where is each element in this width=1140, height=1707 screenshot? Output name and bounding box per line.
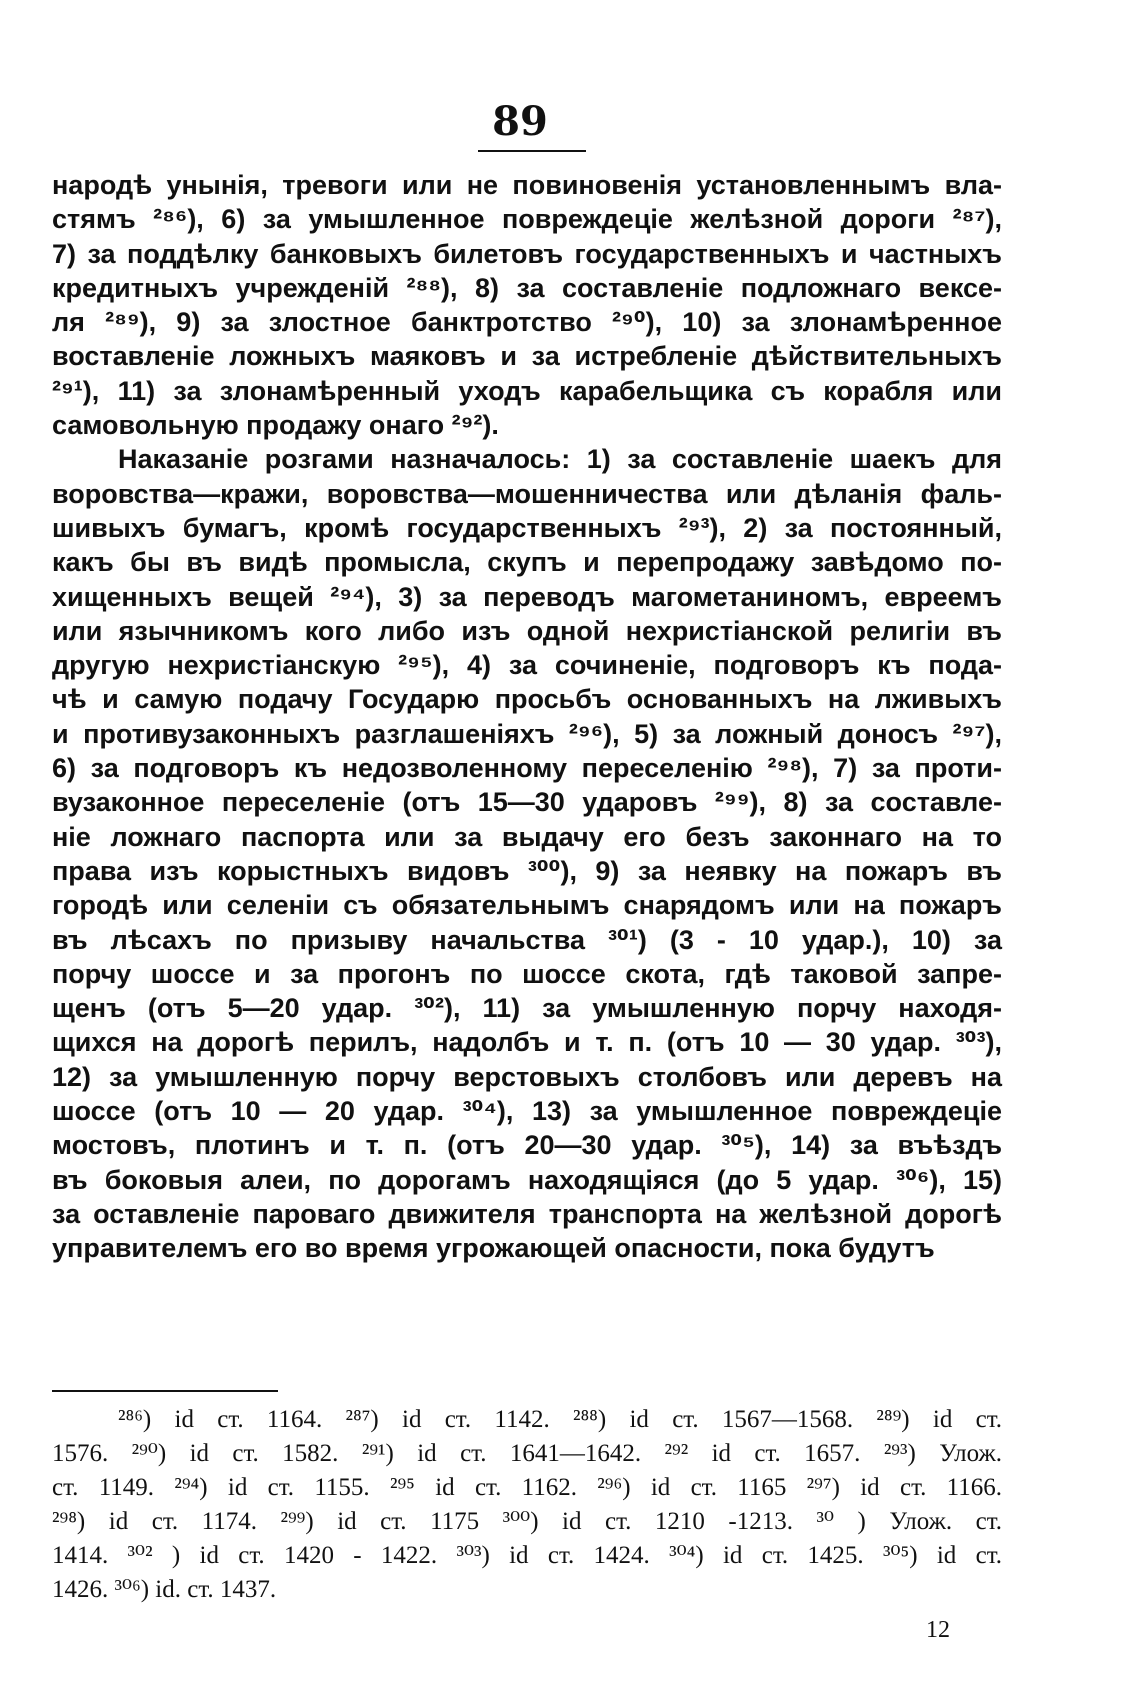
- page-number-rule: [478, 150, 586, 152]
- body-text-line: за оставленіе пароваго движителя транспорта на желѣзной дорогѣ: [52, 1198, 1002, 1229]
- body-text-line: другую нехристіанскую ²⁹⁵), 4) за сочиненіе, подговоръ къ пода-: [52, 650, 1002, 681]
- footnote-line: ²⁸⁶) id ст. 1164. ²⁸⁷) id ст. 1142. ²⁸⁸) id ст. 1567—1568. ²⁸⁹) id ст.: [118, 1406, 1002, 1433]
- body-text-line: 6) за подговоръ къ недозволенному переселенію ²⁹⁸), 7) за проти-: [52, 753, 1002, 784]
- body-text-line: шивыхъ бумагъ, кромѣ государственныхъ ²⁹³), 2) за постоянный,: [52, 512, 1002, 543]
- body-text-line: 12) за умышленную порчу верстовыхъ столбовъ или деревъ на: [52, 1061, 1002, 1092]
- body-text-line: шоссе (отъ 10 — 20 удар. ³⁰⁴), 13) за умышленное повреждеціе: [52, 1096, 1002, 1127]
- body-text: [52, 168, 1002, 1266]
- body-text-line: щенъ (отъ 5—20 удар. ³⁰²), 11) за умышленную порчу находя-: [52, 993, 1002, 1024]
- body-text-line: въ лѣсахъ по призыву начальства ³⁰¹) (3 - 10 удар.), 10) за: [52, 924, 1002, 955]
- printer-signature-mark: 12: [926, 1617, 950, 1643]
- footnote-line: 1426. ³⁰⁶) id. ст. 1437.: [52, 1576, 277, 1603]
- body-text-line: чѣ и самую подачу Государю просьбъ основанныхъ на лживыхъ: [52, 684, 1002, 715]
- footnote-line: 1576. ²⁹⁰) id ст. 1582. ²⁹¹) id ст. 1641—1642. ²⁹² id ст. 1657. ²⁹³) Улож.: [52, 1440, 1002, 1467]
- body-text-line: и противузаконныхъ разглашеніяхъ ²⁹⁶), 5) за ложный доносъ ²⁹⁷),: [52, 718, 1002, 749]
- body-text-line: права изъ корыстныхъ видовъ ³⁰⁰), 9) за неявку на пожаръ въ: [52, 855, 1002, 886]
- page-number: 89: [492, 98, 548, 145]
- body-text-line: ²⁹¹), 11) за злонамѣренный уходъ карабельщика съ корабля или: [52, 375, 1002, 406]
- footnote-rule: [52, 1390, 278, 1392]
- body-text-line: ніе ложнаго паспорта или за выдачу его безъ законнаго на то: [52, 821, 1002, 852]
- body-text-line: ля ²⁸⁹), 9) за злостное банктротство ²⁹⁰), 10) за злонамѣренное: [52, 307, 1002, 338]
- body-text-line: порчу шоссе и за прогонъ по шоссе скота, гдѣ таковой запре-: [52, 958, 1002, 989]
- body-text-line: стямъ ²⁸⁶), 6) за умышленное повреждеціе желѣзной дороги ²⁸⁷),: [52, 204, 1002, 235]
- body-text-line: вузаконное переселеніе (отъ 15—30 ударовъ ²⁹⁹), 8) за составле-: [52, 787, 1002, 818]
- footnote-line: ²⁹⁸) id ст. 1174. ²⁹⁹) id ст. 1175 ³⁰⁰) id ст. 1210 -1213. ³⁰ ) Улож. ст.: [52, 1508, 1002, 1535]
- body-text-line: управителемъ его во время угрожающей опасности, пока будутъ: [52, 1233, 935, 1264]
- body-text-line: самовольную продажу онаго ²⁹²).: [52, 410, 499, 441]
- body-text-line: воровства—кражи, воровства—мошенничества или дѣланія фаль-: [52, 478, 1002, 509]
- body-text-line: щихся на дорогѣ перилъ, надолбъ и т. п. (отъ 10 — 30 удар. ³⁰³),: [52, 1027, 1002, 1058]
- footnote-line: 1414. ³⁰² ) id ст. 1420 - 1422. ³⁰³) id ст. 1424. ³⁰⁴) id ст. 1425. ³⁰⁵) id ст.: [52, 1542, 1002, 1569]
- footnote-line: ст. 1149. ²⁹⁴) id ст. 1155. ²⁹⁵ id ст. 1162. ²⁹⁶) id ст. 1165 ²⁹⁷) id ст. 1166.: [52, 1474, 1002, 1501]
- body-text-line: мостовъ, плотинъ и т. п. (отъ 20—30 удар. ³⁰⁵), 14) за въѣздъ: [52, 1130, 1002, 1161]
- body-text-line: 7) за поддѣлку банковыхъ билетовъ государственныхъ и частныхъ: [52, 238, 1002, 269]
- body-text-line: какъ бы въ видѣ промысла, скупъ и перепродажу завѣдомо по-: [52, 547, 1002, 578]
- body-text-line: Наказаніе розгами назначалось: 1) за составленіе шаекъ для: [118, 444, 1002, 475]
- body-text-line: воставленіе ложныхъ маяковъ и за истребленіе дѣйствительныхъ: [52, 341, 1002, 372]
- body-text-line: городѣ или селеніи съ обязательнымъ снарядомъ или на пожаръ: [52, 890, 1002, 921]
- body-text-line: или язычникомъ кого либо изъ одной нехристіанской религіи въ: [52, 615, 1002, 646]
- footnotes: [52, 1403, 1002, 1607]
- body-text-line: кредитныхъ учрежденій ²⁸⁸), 8) за составленіе подложнаго вексе-: [52, 272, 1002, 303]
- body-text-line: хищенныхъ вещей ²⁹⁴), 3) за переводъ магометаниномъ, евреемъ: [52, 581, 1002, 612]
- body-text-line: народѣ унынія, тревоги или не повиновенія установленнымъ вла-: [52, 170, 1002, 200]
- body-text-line: въ боковыя алеи, по дорогамъ находящіяся (до 5 удар. ³⁰⁶), 15): [52, 1164, 1002, 1195]
